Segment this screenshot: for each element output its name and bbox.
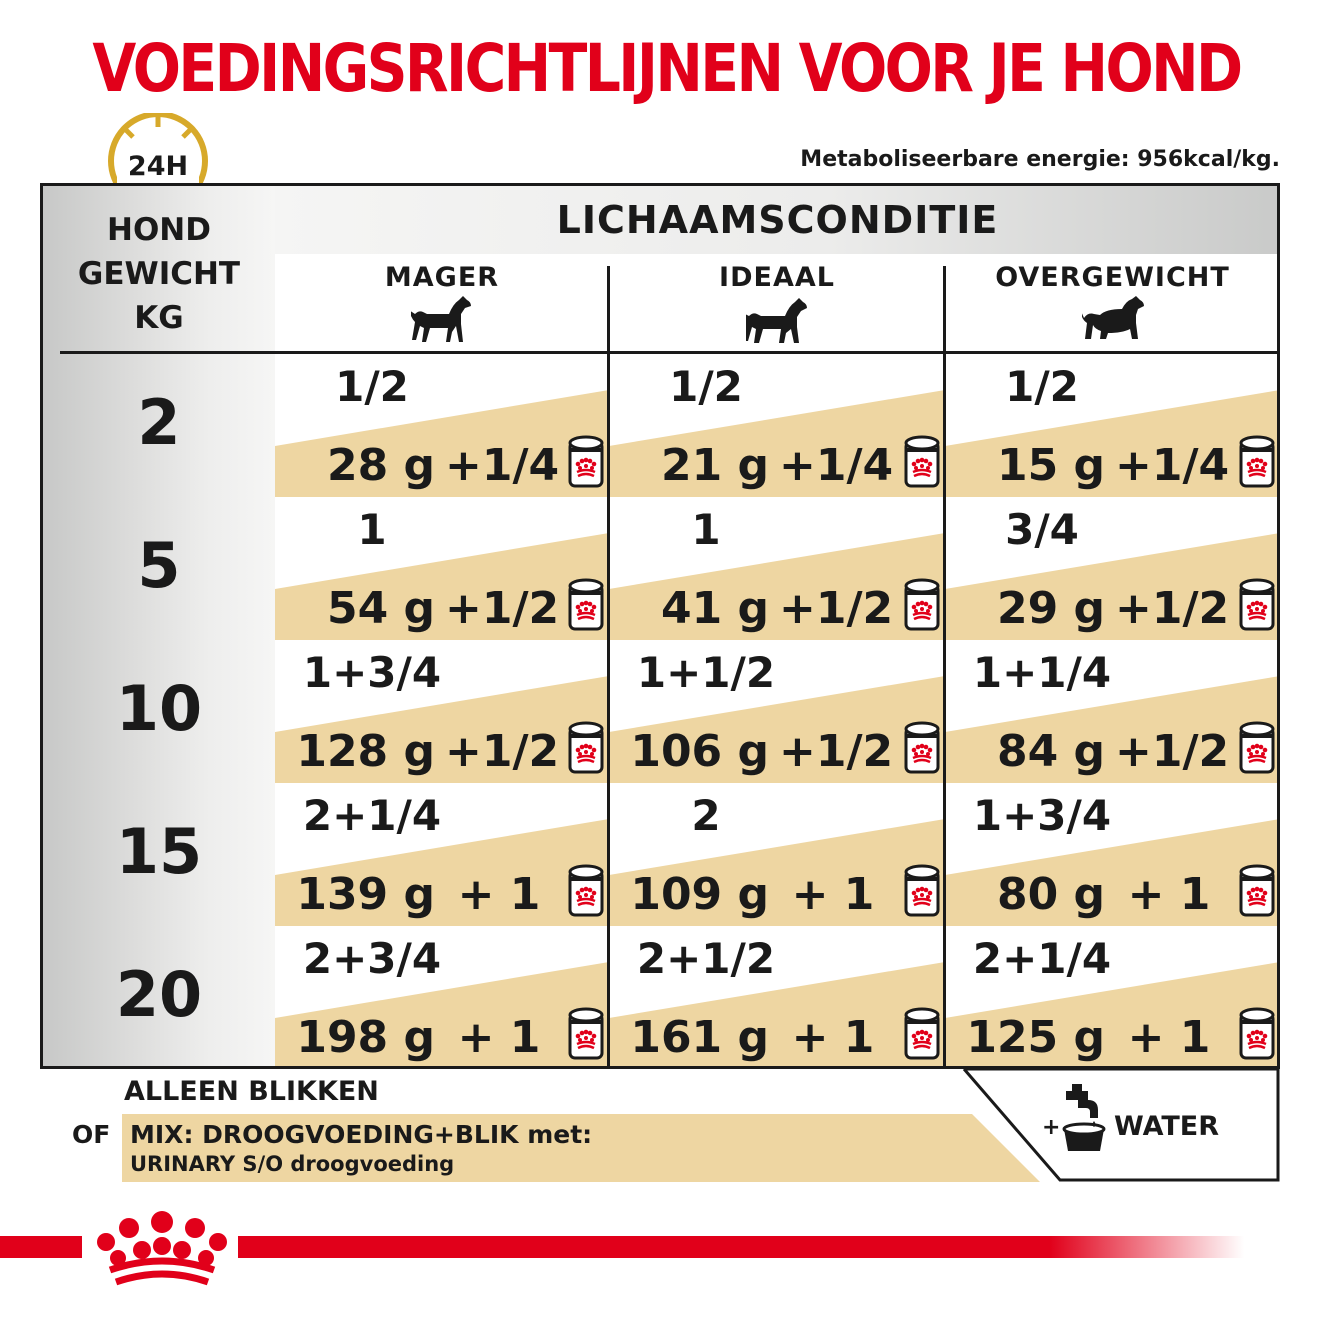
cans-amount: 3/4 xyxy=(1005,505,1079,554)
dry-food-amount: 109 g xyxy=(630,869,769,920)
dry-food-amount: 15 g xyxy=(996,440,1105,491)
extra-can-amount: +1/4 xyxy=(779,440,894,491)
page-title: VOEDINGSRICHTLIJNEN VOOR JE HOND xyxy=(92,30,1241,107)
overweight-dog-icon xyxy=(1082,294,1144,344)
dry-food-amount: 28 g xyxy=(326,440,435,491)
dry-food-amount: 29 g xyxy=(996,583,1105,634)
cans-amount: 1/2 xyxy=(335,362,409,411)
energy-note: Metaboliseerbare energie: 956kcal/kg. xyxy=(800,147,1280,172)
extra-can-amount: + 1 xyxy=(791,869,875,920)
column-header-overgewicht: OVERGEWICHT xyxy=(995,262,1230,293)
wet-food-can-icon xyxy=(903,434,941,490)
cans-amount: 1/2 xyxy=(1005,362,1079,411)
extra-can-amount: +1/2 xyxy=(1115,583,1230,634)
extra-can-amount: + 1 xyxy=(457,1012,541,1063)
legend-or: OF xyxy=(72,1120,111,1149)
column-header-ideaal: IDEAAL xyxy=(719,262,835,293)
dry-food-amount: 128 g xyxy=(296,726,435,777)
water-tap-icon xyxy=(1064,1084,1104,1151)
column-header-mager: MAGER xyxy=(384,262,500,293)
wet-food-can-icon xyxy=(903,720,941,776)
extra-can-amount: +1/2 xyxy=(1115,726,1230,777)
wet-food-can-icon xyxy=(567,720,605,776)
dry-food-amount: 139 g xyxy=(296,869,435,920)
dry-food-amount: 125 g xyxy=(966,1012,1105,1063)
column-divider xyxy=(607,266,610,1066)
cans-amount: 2 xyxy=(691,791,721,840)
cans-amount: 1+3/4 xyxy=(302,648,442,697)
legend-mix: MIX: DROOGVOEDING+BLIK met: xyxy=(130,1120,593,1149)
cans-amount: 1/2 xyxy=(669,362,743,411)
weight-value: 15 xyxy=(115,815,203,888)
wet-food-can-icon xyxy=(567,577,605,633)
wet-food-can-icon xyxy=(567,863,605,919)
water-plus: + xyxy=(1042,1115,1061,1140)
legend-mix-sub: URINARY S/O droogvoeding xyxy=(130,1152,455,1176)
weight-value: 2 xyxy=(137,386,181,459)
extra-can-amount: +1/2 xyxy=(445,583,560,634)
wet-food-can-icon xyxy=(567,1006,605,1062)
brand-crown-logo xyxy=(92,1208,232,1290)
dry-food-amount: 41 g xyxy=(660,583,769,634)
extra-can-amount: + 1 xyxy=(791,1012,875,1063)
extra-can-amount: +1/2 xyxy=(779,583,894,634)
header-divider xyxy=(275,351,1280,354)
extra-can-amount: + 1 xyxy=(1127,869,1211,920)
wet-food-can-icon xyxy=(903,577,941,633)
dry-food-amount: 21 g xyxy=(660,440,769,491)
cans-amount: 2+1/4 xyxy=(302,791,442,840)
weight-value: 5 xyxy=(137,529,181,602)
legend-cans-only: ALLEEN BLIKKEN xyxy=(124,1076,379,1107)
wet-food-can-icon xyxy=(1238,577,1276,633)
extra-can-amount: +1/4 xyxy=(1115,440,1230,491)
lean-dog-icon xyxy=(411,294,473,344)
wet-food-can-icon xyxy=(1238,1006,1276,1062)
clock-24h-icon xyxy=(103,113,213,193)
extra-can-amount: + 1 xyxy=(457,869,541,920)
extra-can-amount: + 1 xyxy=(1127,1012,1211,1063)
cans-amount: 2+3/4 xyxy=(302,934,442,983)
feeding-table xyxy=(40,183,1280,1069)
weight-header-divider xyxy=(60,351,275,354)
weight-value: 20 xyxy=(115,958,203,1031)
extra-can-amount: +1/4 xyxy=(445,440,560,491)
weight-value: 10 xyxy=(115,672,203,745)
cans-amount: 2+1/4 xyxy=(972,934,1112,983)
condition-header: LICHAAMSCONDITIE xyxy=(556,198,999,242)
cans-amount: 1+1/4 xyxy=(972,648,1112,697)
extra-can-amount: +1/2 xyxy=(779,726,894,777)
wet-food-can-icon xyxy=(1238,863,1276,919)
dry-food-amount: 106 g xyxy=(630,726,769,777)
clock-label: 24H xyxy=(127,151,189,182)
wet-food-can-icon xyxy=(567,434,605,490)
cans-amount: 2+1/2 xyxy=(636,934,776,983)
cans-amount: 1+3/4 xyxy=(972,791,1112,840)
dry-food-amount: 54 g xyxy=(326,583,435,634)
wet-food-can-icon xyxy=(903,863,941,919)
cans-amount: 1 xyxy=(357,505,387,554)
wet-food-can-icon xyxy=(903,1006,941,1062)
column-divider xyxy=(943,266,946,1066)
extra-can-amount: +1/2 xyxy=(445,726,560,777)
cans-amount: 1 xyxy=(691,505,721,554)
dry-food-amount: 84 g xyxy=(996,726,1105,777)
wet-food-can-icon xyxy=(1238,720,1276,776)
water-label: WATER xyxy=(1114,1111,1220,1142)
dry-food-amount: 80 g xyxy=(996,869,1105,920)
ideal-dog-icon xyxy=(746,294,808,344)
weight-header: HOND GEWICHT KG xyxy=(77,212,241,336)
dry-food-amount: 161 g xyxy=(630,1012,769,1063)
wet-food-can-icon xyxy=(1238,434,1276,490)
dry-food-amount: 198 g xyxy=(296,1012,435,1063)
cans-amount: 1+1/2 xyxy=(636,648,776,697)
